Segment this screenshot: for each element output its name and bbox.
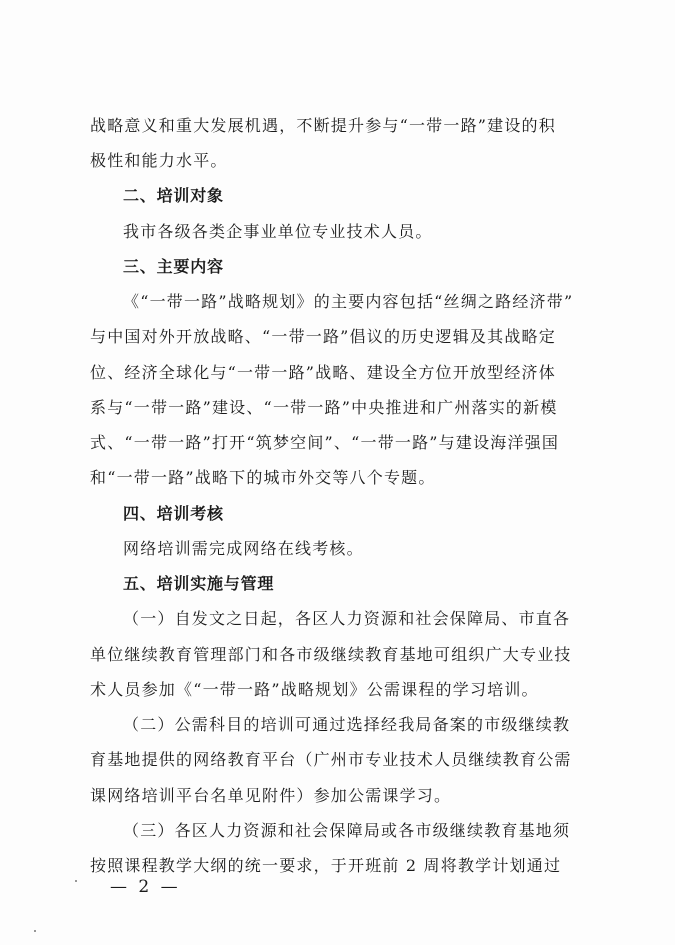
body-text-line: （一）自发文之日起，各区人力资源和社会保障局、市直各 — [123, 609, 571, 628]
body-text-line: 按照课程教学大纲的统一要求，于开班前 2 周将教学计划通过 — [90, 856, 562, 875]
body-text-line: 位、经济全球化与“一带一路”战略、建设全方位开放型经济体 — [90, 363, 556, 382]
body-text-line: 术人员参加《“一带一路”战略规划》公需课程的学习培训。 — [90, 680, 539, 699]
body-text-line: 系与“一带一路”建设、“一带一路”中央推进和广州落实的新模 — [90, 398, 558, 417]
body-text-line: 与中国对外开放战略、“一带一路”倡议的历史逻辑及其战略定 — [90, 327, 556, 346]
section-heading-assessment: 四、培训考核 — [123, 504, 224, 523]
body-text-line: 战略意义和重大发展机遇，不断提升参与“一带一路”建设的积 — [90, 116, 556, 135]
body-text-line: 单位继续教育管理部门和各市级继续教育基地可组织广大专业技 — [90, 645, 572, 664]
body-text-line: 《“一带一路”战略规划》的主要内容包括“丝绸之路经济带” — [123, 292, 574, 311]
body-text-line: 课网络培训平台名单见附件）参加公需课学习。 — [90, 786, 452, 805]
body-text-line: 和“一带一路”战略下的城市外交等八个专题。 — [90, 468, 436, 487]
body-text-line: （三）各区人力资源和社会保障局或各市级继续教育基地须 — [123, 821, 571, 840]
section-heading-main-content: 三、主要内容 — [123, 257, 224, 276]
body-text-line: 我市各级各类企事业单位专业技术人员。 — [123, 222, 433, 241]
body-text-line: 育基地提供的网络教育平台（广州市专业技术人员继续教育公需 — [90, 750, 572, 769]
body-text-line: 极性和能力水平。 — [90, 151, 228, 170]
section-heading-training-target: 二、培训对象 — [123, 186, 224, 205]
body-text-line: （二）公需科目的培训可通过选择经我局备案的市级继续教 — [123, 715, 571, 734]
scan-speck — [75, 880, 77, 882]
section-heading-implementation: 五、培训实施与管理 — [123, 574, 275, 593]
page-number: — 2 — — [110, 877, 181, 897]
body-text-line: 网络培训需完成网络在线考核。 — [123, 539, 364, 558]
body-text-line: 式、“一带一路”打开“筑梦空间”、“一带一路”与建设海洋强国 — [90, 433, 560, 452]
scan-speck — [34, 930, 36, 932]
